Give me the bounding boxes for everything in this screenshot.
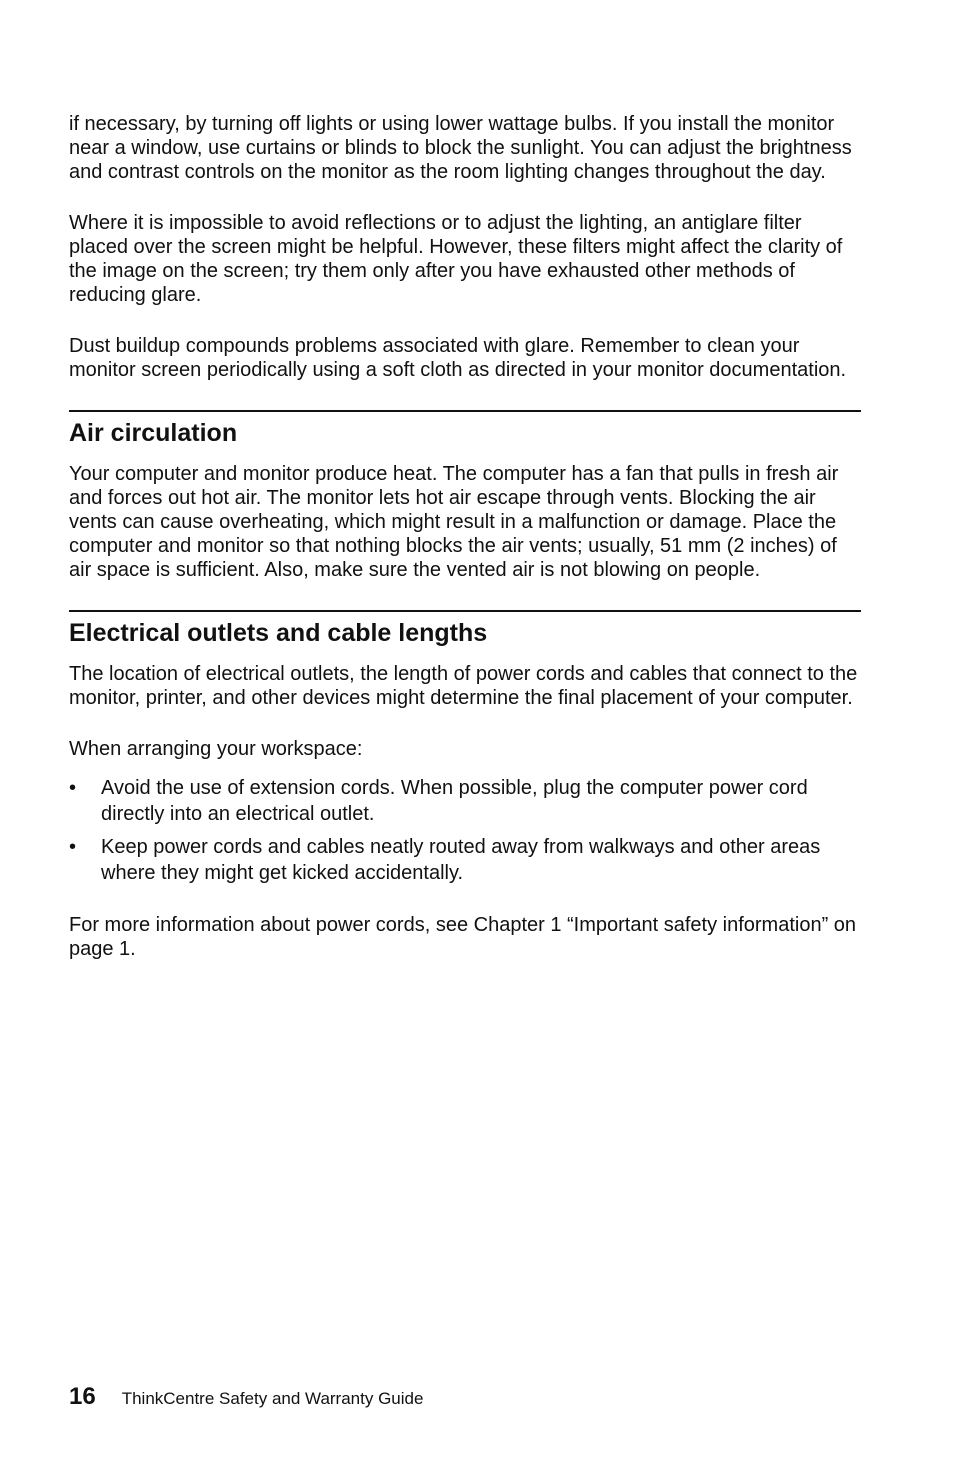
- workspace-bullet-list: [69, 775, 861, 886]
- bullet-icon: •: [69, 777, 77, 799]
- heading-air-circulation: Air circulation: [69, 419, 238, 447]
- intro-paragraph-2: Where it is impossible to avoid reflections or to adjust the lighting, an antiglare filter placed over the screen might be helpful. However, these filters might affect the clarity of the image on the screen; try them only after you have exhausted other methods of reducing glare.: [69, 212, 843, 306]
- electrical-paragraph-2: When arranging your workspace:: [69, 738, 363, 760]
- list-item: [69, 775, 861, 827]
- electrical-paragraph-1: The location of electrical outlets, the length of power cords and cables that connect to the monitor, printer, and other devices might determine the final placement of your computer.: [69, 663, 858, 709]
- bullet-icon: •: [69, 836, 77, 858]
- page-number: 16: [69, 1383, 96, 1410]
- list-item-text: Keep power cords and cables neatly routed away from walkways and other areas where they might get kicked accidentally.: [101, 836, 821, 884]
- intro-paragraph-3: Dust buildup compounds problems associated with glare. Remember to clean your monitor screen periodically using a soft cloth as directed in your monitor documentation.: [69, 335, 847, 381]
- section-air-circulation: [69, 410, 861, 582]
- page-content: [69, 112, 861, 961]
- page-footer: [69, 1383, 423, 1411]
- list-item: [69, 834, 861, 886]
- list-item-text: Avoid the use of extension cords. When possible, plug the computer power cord directly into an electrical outlet.: [101, 777, 808, 825]
- section-electrical-outlets: [69, 610, 861, 961]
- document-title: ThinkCentre Safety and Warranty Guide: [121, 1389, 424, 1408]
- air-circulation-paragraph: Your computer and monitor produce heat. The computer has a fan that pulls in fresh air and forces out hot air. The monitor lets hot air escape through vents. Blocking the air vents can cause overheating, which might result in a malfunction or damage. Place the computer and monitor so that nothing blocks the air vents; usually, 51 mm (2 inches) of air space is sufficient. Also, make sure the vented air is not blowing on people.: [69, 463, 839, 581]
- intro-paragraph-1: if necessary, by turning off lights or using lower wattage bulbs. If you install the monitor near a window, use curtains or blinds to block the sunlight. You can adjust the brightness and contrast controls on the monitor as the room lighting changes throughout the day.: [69, 113, 852, 183]
- electrical-closing-paragraph: For more information about power cords, see Chapter 1 “Important safety information” on page 1.: [69, 914, 857, 960]
- heading-electrical-outlets: Electrical outlets and cable lengths: [69, 619, 488, 647]
